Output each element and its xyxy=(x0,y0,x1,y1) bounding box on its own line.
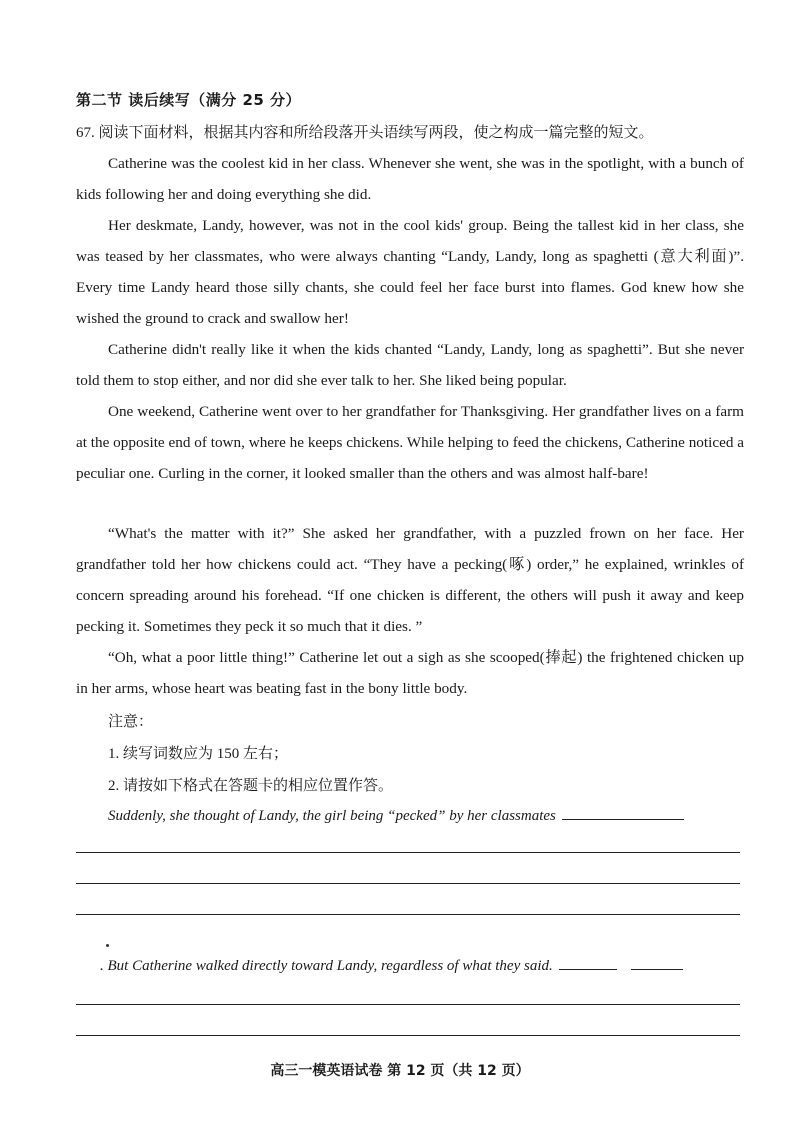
starter-text-1: Suddenly, she thought of Landy, the girl being “pecked” by her classmates xyxy=(108,808,556,824)
answer-line[interactable] xyxy=(76,883,740,884)
notes-title: 注意： xyxy=(108,714,154,730)
paragraph-3: Catherine didn't really like it when the kids chanted “Landy, Landy, long as spaghetti”. But she never told them to stop either, and nor did she ever talk to her. She liked being popular. xyxy=(76,341,744,389)
paragraph-1: Catherine was the coolest kid in her class. Whenever she went, she was in the spotlight, with a bunch of kids following her and doing everything she did. xyxy=(76,155,744,203)
paragraph-starter-2 xyxy=(100,958,683,975)
answer-line[interactable] xyxy=(76,914,740,915)
stray-dot xyxy=(106,944,109,947)
paragraph-5: “What's the matter with it?” She asked her grandfather, with a puzzled frown on her face. Her grandfather told her how chickens could act. “They have a pecking(啄) order,” he explained, wrinkles of concern spreading around his forehead. “If one chicken is different, the others will push it away and keep pecking it. Sometimes they peck it so much that it dies. ” xyxy=(76,525,744,635)
page-footer: 高三一模英语试卷 第 12 页（共 12 页） xyxy=(270,1063,530,1079)
answer-blank[interactable] xyxy=(562,818,684,820)
paragraph-4: One weekend, Catherine went over to her grandfather for Thanksgiving. Her grandfather lives on a farm at the opposite end of town, where he keeps chickens. While helping to feed the chickens, Catherine noticed a peculiar one. Curling in the corner, it looked smaller than the others and was almost half-bare! xyxy=(76,403,744,482)
note-item-2: 2. 请按如下格式在答题卡的相应位置作答。 xyxy=(108,778,394,794)
paragraph-2: Her deskmate, Landy, however, was not in the cool kids' group. Being the tallest kid in her class, she was teased by her classmates, who were always chanting “Landy, Landy, long as spaghetti (意大利面)”. Every time Landy heard those silly chants, she could feel her face burst into flames. God knew how she wished the ground to crack and swallow her! xyxy=(76,217,744,327)
answer-line[interactable] xyxy=(76,1035,740,1036)
paragraph-6: “Oh, what a poor little thing!” Catherine let out a sigh as she scooped(捧起) the frightened chicken up in her arms, whose heart was beating fast in the bony little body. xyxy=(76,649,744,697)
answer-line[interactable] xyxy=(76,852,740,853)
answer-blank[interactable] xyxy=(631,968,683,970)
note-item-1: 1. 续写词数应为 150 左右； xyxy=(108,746,289,762)
starter-text-2: . But Catherine walked directly toward Landy, regardless of what they said. xyxy=(100,958,553,974)
answer-line[interactable] xyxy=(76,1004,740,1005)
answer-blank[interactable] xyxy=(559,968,617,970)
paragraph-starter-1 xyxy=(108,808,684,825)
question-instruction: 67. 阅读下面材料，根据其内容和所给段落开头语续写两段，使之构成一篇完整的短文。 xyxy=(76,125,654,141)
section-title: 第二节 读后续写（满分 25 分） xyxy=(76,91,302,109)
